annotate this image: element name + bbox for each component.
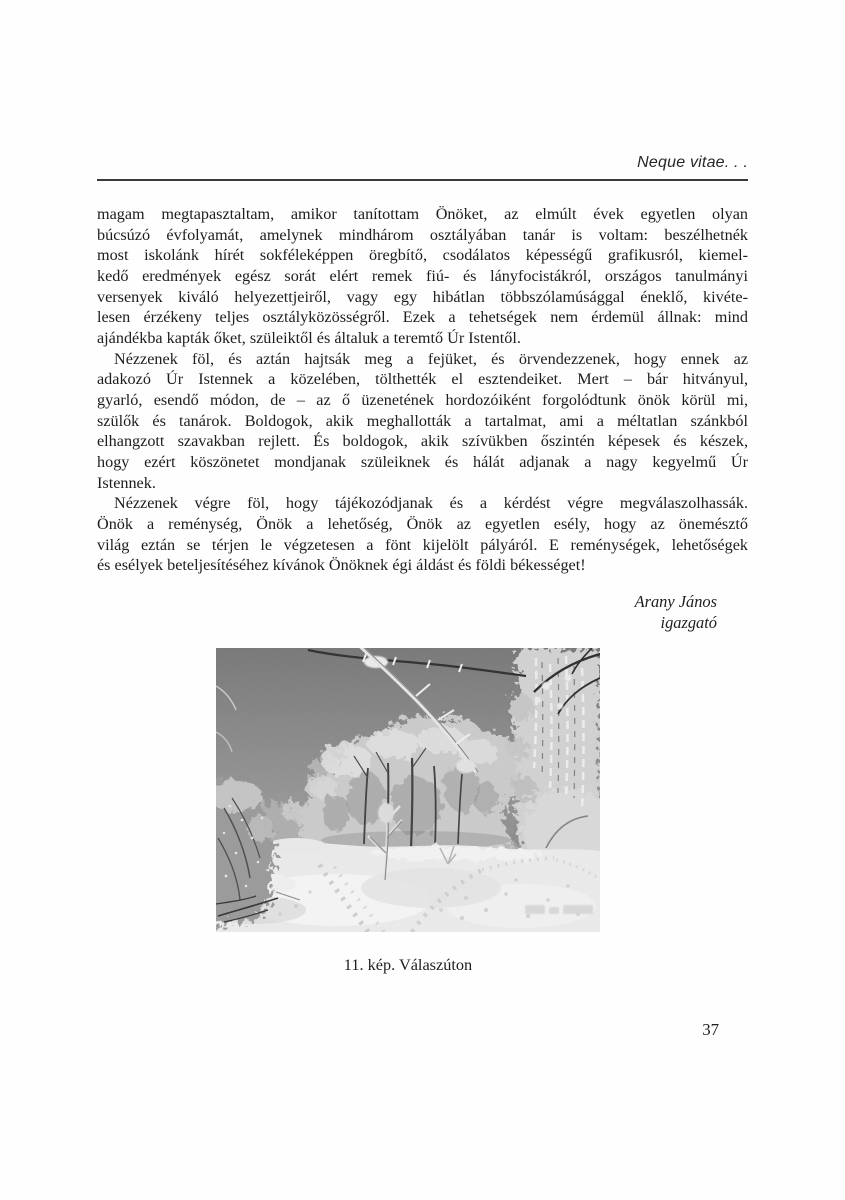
signature-block — [635, 591, 717, 633]
text-line: Nézzenek föl, és aztán hajtsák meg a fejüket, és örvendezzenek, hogy ennek az — [114, 349, 748, 368]
text-line: Istennek. — [97, 473, 156, 492]
text-line: és esélyek beteljesítéséhez kívánok Önöknek égi áldást és földi békességet! — [97, 556, 586, 575]
text-line: elhangzott szavakban rejlett. És boldogok, akik szívükben őszintén képesek és készek, — [97, 432, 748, 451]
text-line: gyarló, esendő módon, de – az ő üzenetének hordozóiként forgolódtunk önök körül mi, — [97, 390, 748, 409]
paragraph — [97, 493, 748, 576]
text-line: lesen érzékeny teljes osztályközösségről. Ezek a tehetségek nem érdemül állnak: mind — [97, 308, 748, 327]
text-line: szülők és tanárok. Boldogok, akik meghallották a tartalmat, ami a méltatlan szánkból — [97, 411, 748, 430]
text-line: Nézzenek végre föl, hogy tájékozódjanak és a kérdést végre megválaszolhassák. — [114, 494, 748, 513]
text-line: kedő eredmények egész sorát elért remek fiú- és lányfocistákról, országos tanulmányi — [97, 266, 748, 285]
paragraph — [97, 204, 748, 349]
text-line: versenyek kiváló helyezettjeiről, vagy egy hibátlan többszólamúsággal éneklő, kivéte- — [97, 287, 748, 306]
running-header — [637, 154, 748, 172]
text-line: magam megtapasztaltam, amikor tanítottam Önöket, az elmúlt évek egyetlen olyan — [97, 205, 748, 223]
text-line: hogy ezért köszönetet mondjanak szüleiknek és hálát adjanak a nagy kegyelmű Úr — [97, 452, 748, 471]
page-number: 37 — [702, 1020, 719, 1039]
text-line: most iskolánk hírét sokféleképpen öregbítő, csodálatos képességű grafikusról, kiemel- — [97, 246, 748, 265]
signature-role: igazgató — [660, 613, 717, 632]
winter-photo — [216, 648, 600, 932]
header-rule — [97, 179, 748, 181]
text-line: adakozó Úr Istennek a közelében, tölthették el esztendeiket. Mert – bár hitványul, — [97, 370, 748, 389]
text-line: Önök a reménység, Önök a lehetőség, Önök az egyetlen esély, hogy az önemésztő — [97, 514, 748, 533]
figure — [216, 648, 600, 932]
photo-grain-overlay — [216, 648, 600, 932]
text-line: búcsúzó évfolyamát, amelynek mindhárom osztályában tanár is voltam: beszélhetnék — [97, 225, 748, 244]
paragraph — [97, 349, 748, 494]
running-header-title: Neque vitae. . . — [637, 154, 748, 171]
figure-caption: 11. kép. Válaszúton — [343, 955, 473, 974]
signature-name: Arany János — [634, 592, 717, 611]
text-line: világ eztán se térjen le végzetesen a fönt kijelölt pályáról. E reménységek, lehetőségek — [97, 535, 748, 554]
text-line: ajándékba kapták őket, szüleiktől és általuk a teremtő Úr Istentől. — [97, 328, 521, 347]
body-text — [97, 204, 748, 576]
